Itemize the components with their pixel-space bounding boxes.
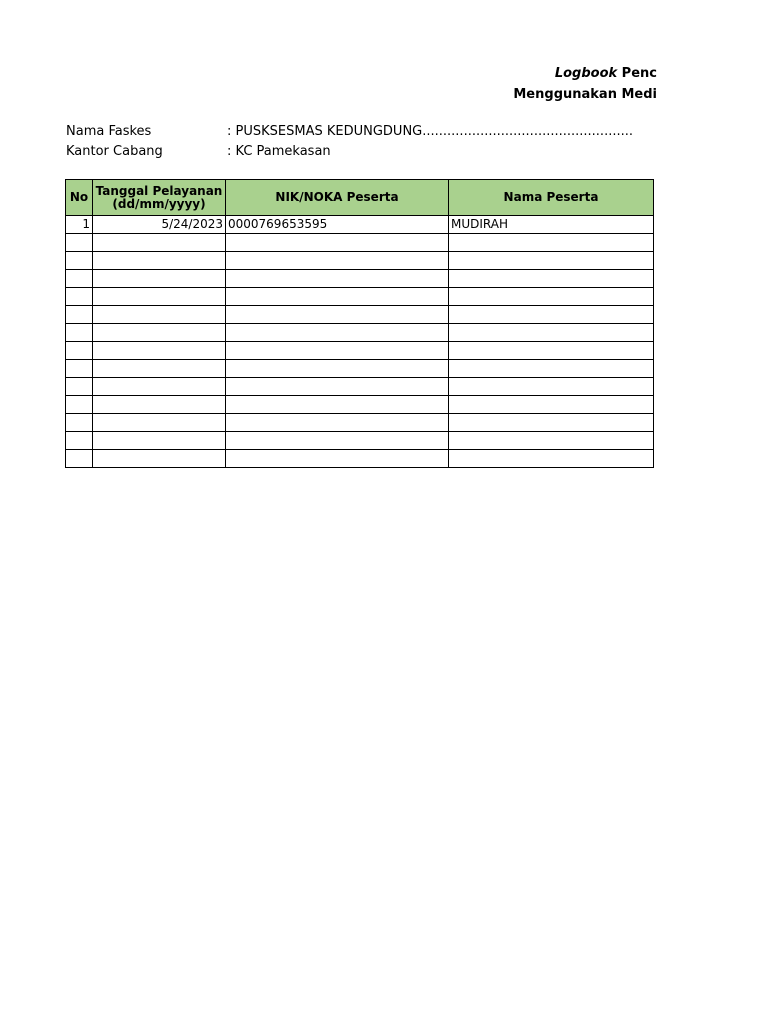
cell-no [66, 360, 93, 378]
cell-nama [449, 360, 654, 378]
cell-nik [226, 306, 449, 324]
cell-nik [226, 270, 449, 288]
cell-no [66, 450, 93, 468]
cell-nama [449, 324, 654, 342]
cell-tanggal [93, 360, 226, 378]
header-tanggal-line2: (dd/mm/yyyy) [112, 196, 206, 211]
cell-tanggal [93, 306, 226, 324]
cell-tanggal [93, 270, 226, 288]
cell-nik [226, 342, 449, 360]
cell-no [66, 342, 93, 360]
table-row [66, 342, 654, 360]
cell-nik [226, 432, 449, 450]
cell-tanggal: 5/24/2023 [93, 216, 226, 234]
table-row [66, 252, 654, 270]
cell-tanggal [93, 234, 226, 252]
cell-no [66, 288, 93, 306]
cell-no: 1 [66, 216, 93, 234]
cell-nama [449, 306, 654, 324]
cell-no [66, 396, 93, 414]
table-row [66, 270, 654, 288]
cell-nik [226, 234, 449, 252]
table-row [66, 360, 654, 378]
header-no: No [66, 180, 93, 216]
table-header-row [66, 180, 654, 216]
cell-no [66, 378, 93, 396]
table-row [66, 234, 654, 252]
logbook-table [65, 179, 654, 468]
table-row [66, 378, 654, 396]
cell-tanggal [93, 324, 226, 342]
table-row [66, 306, 654, 324]
cell-nik [226, 378, 449, 396]
cell-nik [226, 252, 449, 270]
title-rest: Penc [617, 66, 657, 81]
cell-no [66, 432, 93, 450]
cell-no [66, 306, 93, 324]
cell-nama [449, 288, 654, 306]
faskes-label: Nama Faskes [66, 124, 152, 139]
cell-tanggal [93, 414, 226, 432]
table-row [66, 450, 654, 468]
cabang-label: Kantor Cabang [66, 144, 163, 159]
cell-nik [226, 288, 449, 306]
cell-nik [226, 450, 449, 468]
title-line2-text: Menggunakan Medi [513, 87, 657, 102]
cell-tanggal [93, 450, 226, 468]
table-row [66, 324, 654, 342]
table-row [66, 288, 654, 306]
cell-tanggal [93, 432, 226, 450]
cell-nik [226, 414, 449, 432]
cell-tanggal [93, 252, 226, 270]
cell-no [66, 324, 93, 342]
cell-tanggal [93, 342, 226, 360]
cell-nama [449, 342, 654, 360]
table-row [66, 396, 654, 414]
title-italic-word: Logbook [554, 66, 618, 81]
cell-no [66, 414, 93, 432]
cell-tanggal [93, 288, 226, 306]
cell-nama [449, 252, 654, 270]
cell-nama [449, 432, 654, 450]
cell-no [66, 234, 93, 252]
header-nik: NIK/NOKA Peserta [226, 180, 449, 216]
faskes-value: : PUSKSESMAS KEDUNGDUNG................................................... [227, 124, 633, 139]
cell-nama [449, 378, 654, 396]
cell-nik [226, 396, 449, 414]
cell-nama [449, 270, 654, 288]
cabang-value: : KC Pamekasan [227, 144, 331, 159]
cell-nama: MUDIRAH [449, 216, 654, 234]
header-tanggal [93, 180, 226, 216]
cell-tanggal [93, 396, 226, 414]
cell-nik [226, 360, 449, 378]
table-row [66, 414, 654, 432]
cell-no [66, 270, 93, 288]
cell-nama [449, 234, 654, 252]
cell-tanggal [93, 378, 226, 396]
cell-no [66, 252, 93, 270]
document-title-line2 [0, 87, 657, 103]
cell-nama [449, 414, 654, 432]
cell-nama [449, 450, 654, 468]
document-title-line1 [0, 66, 657, 82]
table-row [66, 432, 654, 450]
cell-nik: 0000769653595 [226, 216, 449, 234]
cell-nik [226, 324, 449, 342]
header-nama: Nama Peserta [449, 180, 654, 216]
table-row [66, 216, 654, 234]
header-tanggal-line1: Tanggal Pelayanan [95, 183, 223, 198]
cell-nama [449, 396, 654, 414]
